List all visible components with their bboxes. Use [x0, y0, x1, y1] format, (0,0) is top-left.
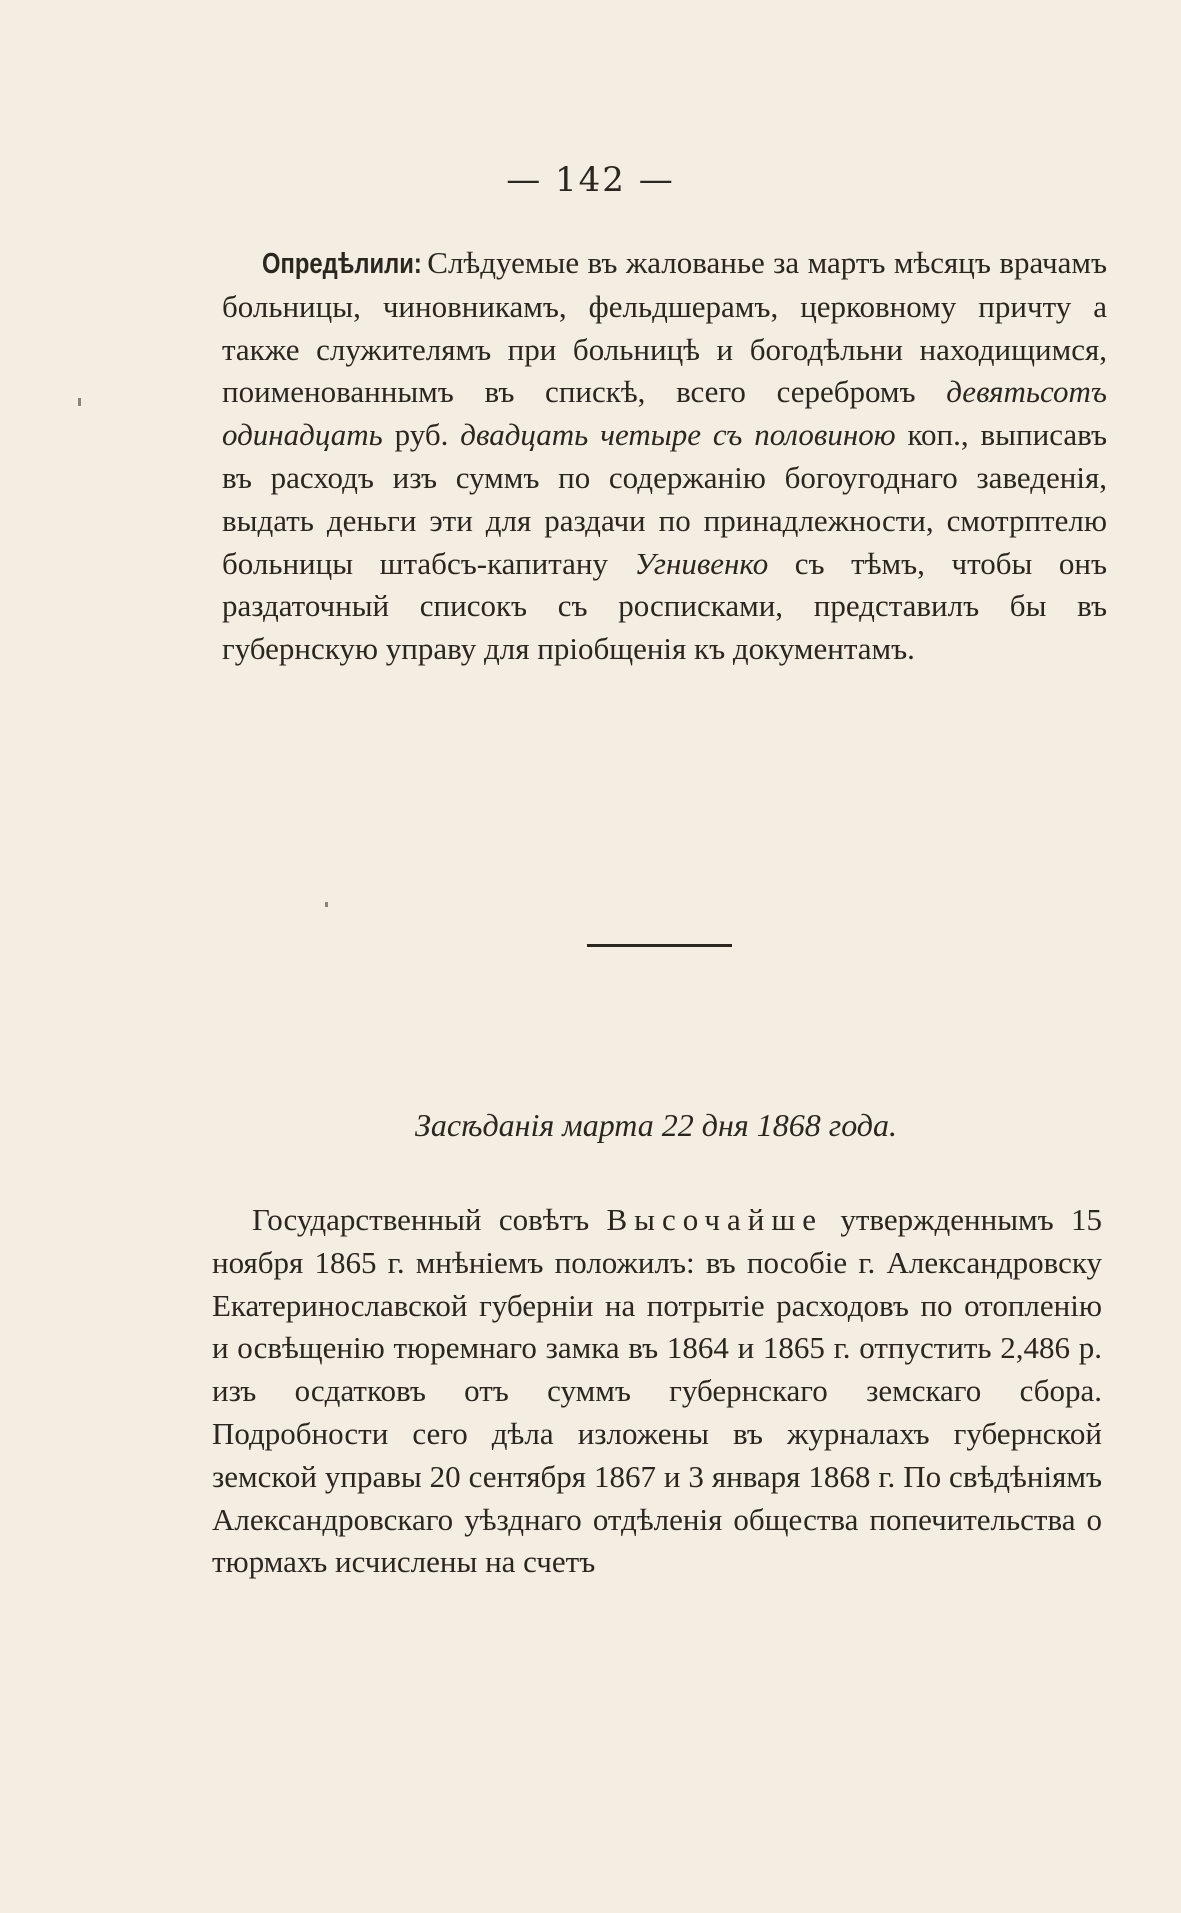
resolution-italic-kopecks: двадцать четыре съ половиною	[460, 417, 896, 453]
section-divider	[587, 944, 732, 947]
resolution-text-part-d: съ тѣмъ, чтобы онъ раздаточный списокъ съ росписками, представилъ бы въ губернскую управу для пріобщенія къ документамъ.	[222, 545, 1107, 667]
resolution-paragraph	[222, 242, 1107, 671]
paper-speck	[78, 398, 81, 406]
session-heading: Засѣданія марта 22 дня 1868 года.	[415, 1107, 897, 1143]
council-text-part-b: утвержденнымъ 15 ноября 1865 г. мнѣніемъ положилъ: въ пособіе г. Александровску Екатеринославской губерніи на потрытіе расходовъ по отопленію и освѣщенію тюремнаго замка въ 1864 и 1865 г. отпустить 2,486 р. изъ осдатковъ отъ суммъ губернскаго земскаго сбора. Подробности сего дѣла изложены въ журналахъ губернской земской управы 20 сентября 1867 и 3 января 1868 г. По свѣдѣніямъ Александровскаго уѣзднаго отдѣленія общества попечительства о тюрмахъ исчислены на счетъ	[212, 1202, 1102, 1580]
council-text-part-a: Государственный совѣтъ	[252, 1202, 607, 1237]
resolution-text	[222, 242, 1107, 671]
resolution-text-part-a: Слѣдуемые въ жалованье за мартъ мѣсяцъ врачамъ больницы, чиновникамъ, фельдшерамъ, церковному причту а также служителямъ при больницѣ и богодѣльни находищимся, поименованнымъ въ спискѣ, всего серебромъ	[222, 245, 1107, 410]
paper-speck	[325, 902, 328, 907]
resolution-lead-word: Опредѣлили:	[262, 248, 422, 280]
council-text	[212, 1199, 1102, 1584]
resolution-italic-rubles: девятьсотъ одинадцать	[222, 374, 1107, 453]
resolution-text-part-c: коп., выписавъ въ расходъ изъ суммъ по содержанію богоугоднаго заведенія, выдать деньги эти для раздачи по принадлежности, смотрптелю больницы штабсъ-капитану	[222, 417, 1107, 581]
council-paragraph	[212, 1199, 1102, 1584]
resolution-text-part-b: руб.	[382, 417, 461, 453]
resolution-italic-name: Угнивенко	[634, 545, 769, 581]
council-spaced-word: Высочайше	[606, 1202, 823, 1237]
page-number: — 142 —	[506, 160, 675, 200]
